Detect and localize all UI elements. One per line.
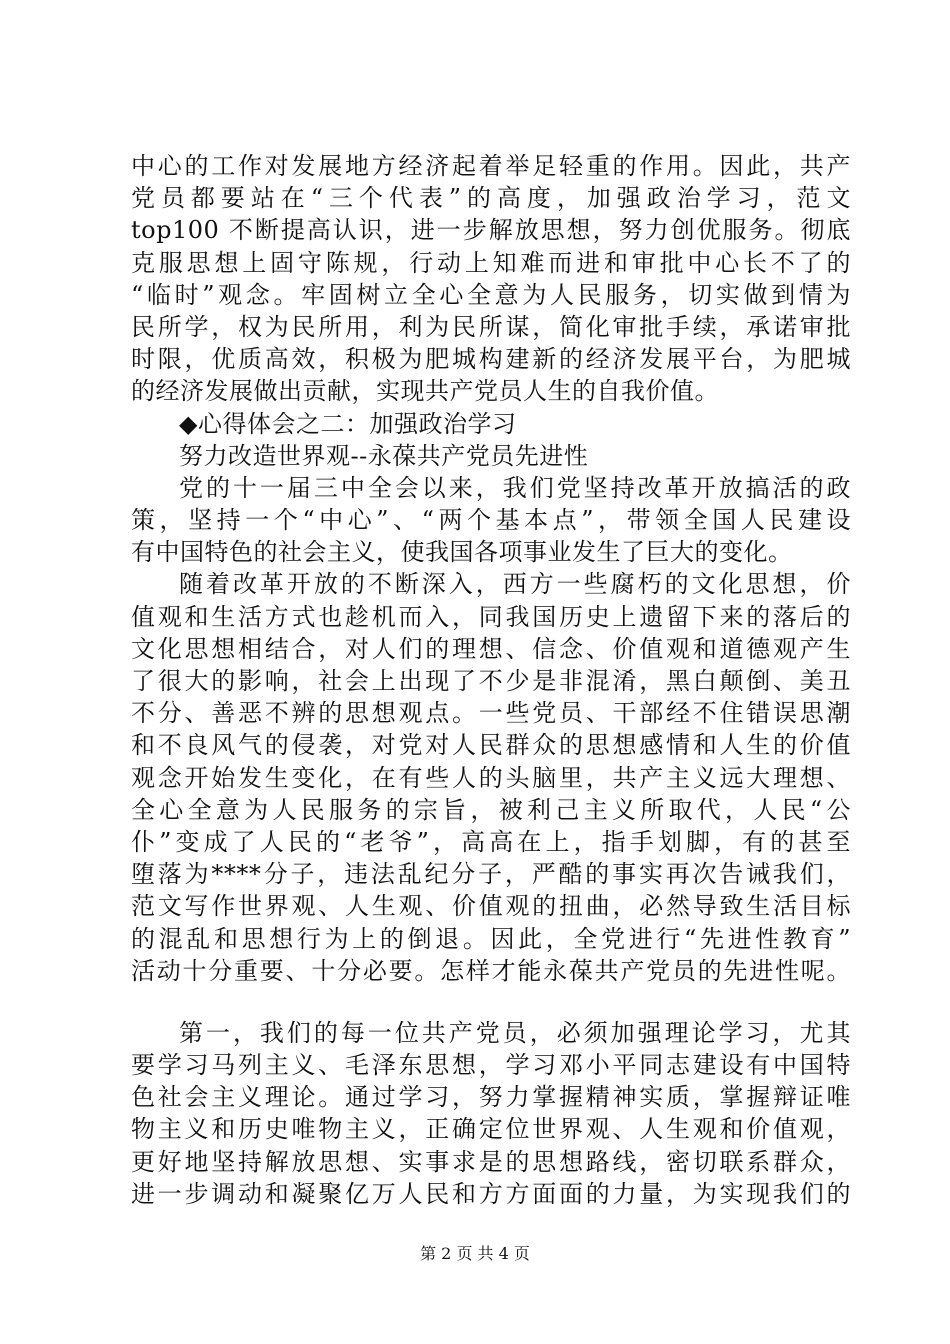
text-line: 值观和生活方式也趁机而入，同我国历史上遗留下来的落后的 — [131, 602, 851, 631]
text-line: 仆”变成了人民的“老爷”，高高在上，指手划脚，有的甚至 — [131, 827, 851, 856]
text-line: 的经济发展做出贡献，实现共产党员人生的自我价值。 — [131, 377, 719, 406]
text-line: 了很大的影响，社会上出现了不少是非混淆，黑白颠倒、美丑 — [131, 667, 851, 695]
text-line: 堕落为****分子，违法乱纪分子，严酷的事实再次告诫我们， — [131, 860, 851, 889]
text-line: 更好地坚持解放思想、实事求是的思想路线，密切联系群众， — [131, 1147, 851, 1176]
text-line: 进一步调动和凝聚亿万人民和方方面面的力量，为实现我们的 — [131, 1179, 851, 1208]
text-line: 策，坚持一个“中心”、“两个基本点”，带领全国人民建设 — [131, 506, 851, 535]
paragraph-first-point — [131, 1017, 851, 1210]
text-line: 活动十分重要、十分必要。怎样才能永葆共产党员的先进性呢。 — [131, 956, 851, 985]
document-body — [131, 150, 851, 1210]
text-line: 不分、善恶不辨的思想观点。一些党员、干部经不住错误思潮 — [131, 699, 851, 728]
text-line: 随着改革开放的不断深入，西方一些腐朽的文化思想，价 — [179, 570, 851, 599]
section-subheading — [131, 440, 851, 472]
paragraph-spacer — [131, 987, 851, 1017]
text-line: 中心的工作对发展地方经济起着举足轻重的作用。因此，共产 — [131, 152, 851, 180]
section-heading — [131, 408, 851, 440]
text-line: 第一，我们的每一位共产党员，必须加强理论学习，尤其 — [179, 1018, 851, 1047]
text-line: 党的十一届三中全会以来，我们党坚持改革开放搞活的政 — [179, 473, 851, 502]
text-line: 全心全意为人民服务的宗旨，被利己主义所取代，人民“公 — [131, 795, 851, 824]
text-line: 色社会主义理论。通过学习，努力掌握精神实质，掌握辩证唯 — [131, 1083, 851, 1112]
heading-line: ◆心得体会之二：加强政治学习 — [179, 409, 517, 438]
text-line: 有中国特色的社会主义，使我国各项事业发生了巨大的变化。 — [131, 538, 793, 567]
paragraph-work-center — [131, 150, 851, 408]
text-line: 范文写作世界观、人生观、价值观的扭曲，必然导致生活目标 — [131, 892, 851, 921]
text-line: 文化思想相结合，对人们的理想、信念、价值观和道德观产生 — [131, 634, 851, 663]
text-line: top100 不断提高认识，进一步解放思想，努力创优服务。彻底 — [131, 216, 851, 245]
text-line: 物主义和历史唯物主义，正确定位世界观、人生观和价值观， — [131, 1115, 851, 1144]
text-line: 党员都要站在“三个代表”的高度，加强政治学习，范文 — [131, 184, 851, 213]
subheading-line: 努力改造世界观--永葆共产党员先进性 — [179, 441, 589, 470]
text-line: 和不良风气的侵袭，对党对人民群众的思想感情和人生的价值 — [131, 731, 851, 760]
text-line: 时限，优质高效，积极为肥城构建新的经济发展平台，为肥城 — [131, 345, 851, 374]
text-line: 的混乱和思想行为上的倒退。因此，全党进行“先进性教育” — [131, 924, 851, 953]
text-line: 观念开始发生变化，在有些人的头脑里，共产主义远大理想、 — [131, 763, 851, 792]
text-line: 要学习马列主义、毛泽东思想，学习邓小平同志建设有中国特 — [131, 1051, 851, 1080]
text-line: “临时”观念。牢固树立全心全意为人民服务，切实做到情为 — [131, 280, 851, 309]
text-line: 民所学，权为民所用，利为民所谋，简化审批手续，承诺审批 — [131, 312, 851, 341]
page-number-footer: 第 2 页 共 4 页 — [420, 1244, 530, 1263]
paragraph-reform-opening — [131, 472, 851, 569]
paragraph-western-influence — [131, 568, 851, 986]
text-line: 克服思想上固守陈规，行动上知难而进和审批中心长不了的 — [131, 248, 851, 277]
